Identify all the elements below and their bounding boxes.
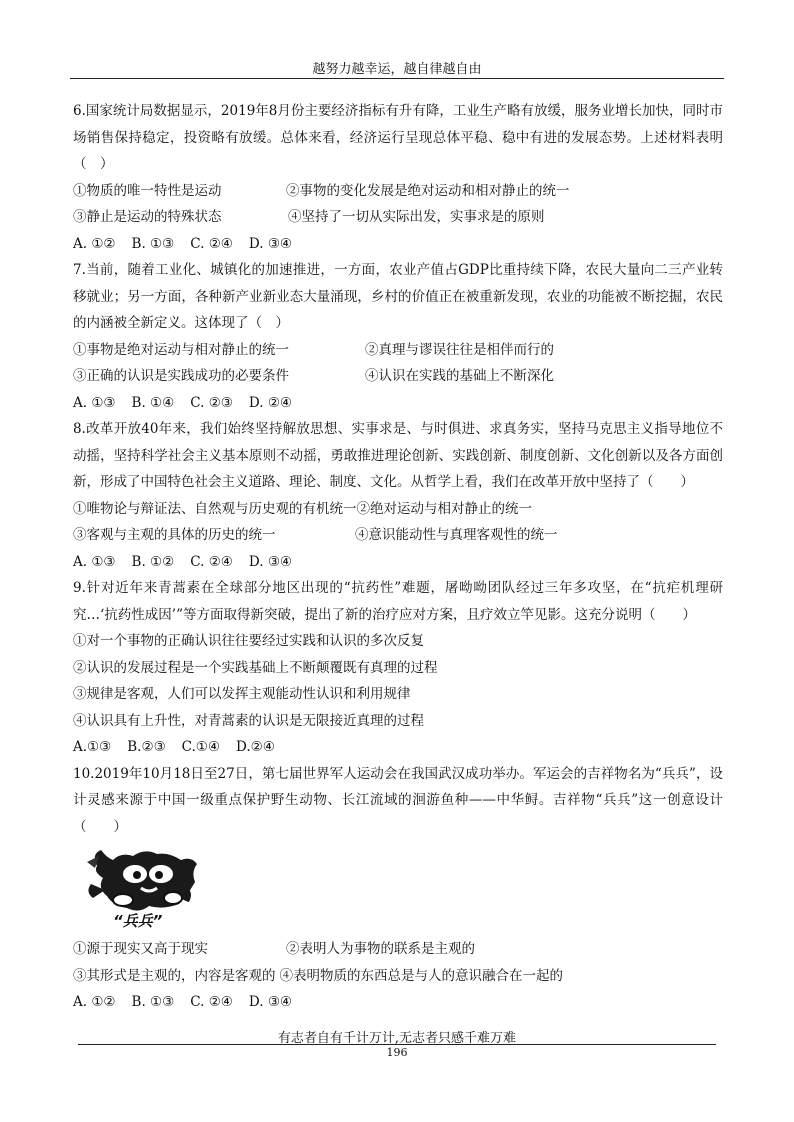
q9-answers	[73, 734, 723, 761]
q9-option-4: ④认识具有上升性，对青蒿素的认识是无限接近真理的过程	[73, 712, 424, 729]
q8-answer-d: D. ③④	[248, 553, 293, 570]
q6-answer-a: A. ①②	[73, 235, 116, 252]
q6-option-2: ②事物的变化发展是绝对运动和相对静止的统一	[286, 182, 570, 199]
q8-option-2: ②绝对运动与相对静止的统一	[356, 500, 532, 517]
q7-option-3: ③正确的认识是实践成功的必要条件	[73, 368, 289, 384]
q9-option-2: ②认识的发展过程是一个实践基础上不断颠覆既有真理的过程	[73, 659, 438, 676]
q9-answer-a: A.①③	[73, 739, 112, 755]
q7-answer-a: A. ①③	[73, 394, 116, 411]
q9-option-1: ①对一个事物的正确认识往往要经过实践和认识的多次反复	[73, 633, 424, 649]
page-number: 196	[386, 1046, 408, 1059]
mascot-image	[73, 840, 723, 936]
q6-option-1: ①物质的唯一特性是运动	[73, 182, 222, 199]
q7-answer-b: B. ①④	[131, 394, 175, 411]
q8-answers	[73, 549, 723, 576]
q8-option-1: ①唯物论与辩证法、自然观与历史观的有机统一	[73, 500, 357, 517]
q9-answer-c: C.①④	[181, 739, 221, 755]
q8-option-3: ③客观与主观的具体的历史的统一	[73, 527, 276, 543]
q10-option-2: ②表明人为事物的联系是主观的	[286, 941, 475, 957]
q10-option-4: ④表明物质的东西总是与人的意识融合在一起的	[279, 967, 563, 984]
question-9-stem: 9.针对近年来青蒿素在全球部分地区出现的“抗药性”难题，屠呦呦团队经过三年多攻坚，在“抗疟机理研究…‘抗药性成因’”等方面取得新突破，提出了新的治疗应对方案，且疗效立竿见影。这充分说明（ ）	[73, 580, 723, 623]
q7-answers	[73, 390, 723, 417]
q6-answer-b: B. ①③	[131, 235, 175, 252]
q7-option-4: ④认识在实践的基础上不断深化	[365, 368, 554, 384]
q10-answer-a: A. ①②	[73, 994, 116, 1010]
header-motto: 越努力越幸运，越自律越自由	[312, 62, 482, 77]
q9-option-3: ③规律是客观，人们可以发挥主观能动性认识和利用规律	[73, 686, 411, 702]
question-8-stem: 8.改革开放40年来，我们始终坚持解放思想、实事求是、与时俱进、求真务实，坚持马克思主义指导地位不动摇，坚持科学社会主义基本原则不动摇，勇敢推进理论创新、实践创新、制度创新、文化创新以及各方面创新，形成了中国特色社会主义道路、理论、制度、文化。从哲学上看，我们在改革开放中坚持了（ ）	[73, 421, 723, 490]
q10-answer-c: C. ②④	[190, 994, 233, 1010]
footer-motto: 有志者自有千计万计,无志者只感千难万难	[277, 1031, 517, 1046]
q10-option-3: ③其形式是主观的，内容是客观的	[73, 967, 276, 984]
q10-answers	[73, 989, 723, 1016]
q7-option-2: ②真理与谬误往往是相伴而行的	[365, 341, 554, 358]
q9-answer-b: B.②③	[127, 739, 166, 755]
question-7-stem: 7.当前，随着工业化、城镇化的加速推进，一方面，农业产值占GDP比重持续下降，农民大量向二三产业转移就业；另一方面，各种新产业新业态大量涌现，乡村的价值正在被重新发现，农业的功能被不断挖掘，农民的内涵被全新定义。这体现了（ ）	[73, 262, 723, 331]
q10-answer-b: B. ①③	[131, 994, 175, 1010]
q8-answer-b: B. ①②	[131, 553, 175, 570]
q6-answers	[73, 231, 723, 258]
q6-answer-c: C. ②④	[190, 235, 233, 252]
q6-answer-d: D. ③④	[248, 235, 293, 252]
q7-answer-c: C. ②③	[190, 394, 233, 411]
mascot-caption: “兵兵”	[113, 912, 163, 930]
header-divider	[70, 78, 724, 79]
footer-divider	[78, 1044, 716, 1045]
q8-answer-c: C. ②④	[190, 553, 233, 570]
question-6-stem: 6.国家统计局数据显示，2019年8月份主要经济指标有升有降，工业生产略有放缓，服务业增长加快，同时市场销售保持稳定，投资略有放缓。总体来看，经济运行呈现总体平稳、稳中有进的发展态势。上述材料表明（ ）	[73, 103, 723, 172]
q8-answer-a: A. ①③	[73, 553, 116, 570]
q9-answer-d: D.②④	[236, 739, 275, 755]
question-content	[73, 98, 723, 1016]
q7-answer-d: D. ②④	[248, 394, 293, 411]
q10-answer-d: D. ③④	[248, 994, 293, 1010]
q8-option-4: ④意识能动性与真理客观性的统一	[355, 527, 558, 543]
q10-option-1: ①源于现实又高于现实	[73, 941, 208, 957]
q7-option-1: ①事物是绝对运动与相对静止的统一	[73, 341, 289, 358]
q6-option-4: ④坚持了一切从实际出发，实事求是的原则	[288, 209, 545, 225]
q6-option-3: ③静止是运动的特殊状态	[73, 209, 222, 225]
question-10-stem: 10.2019年10月18日至27日，第七届世界军人运动会在我国武汉成功举办。军运会的吉祥物名为“兵兵”，设计灵感来源于中国一级重点保护野生动物、长江流域的洄游鱼种——中华鲟。吉祥物“兵兵”这一创意设计（ ）	[73, 765, 723, 835]
